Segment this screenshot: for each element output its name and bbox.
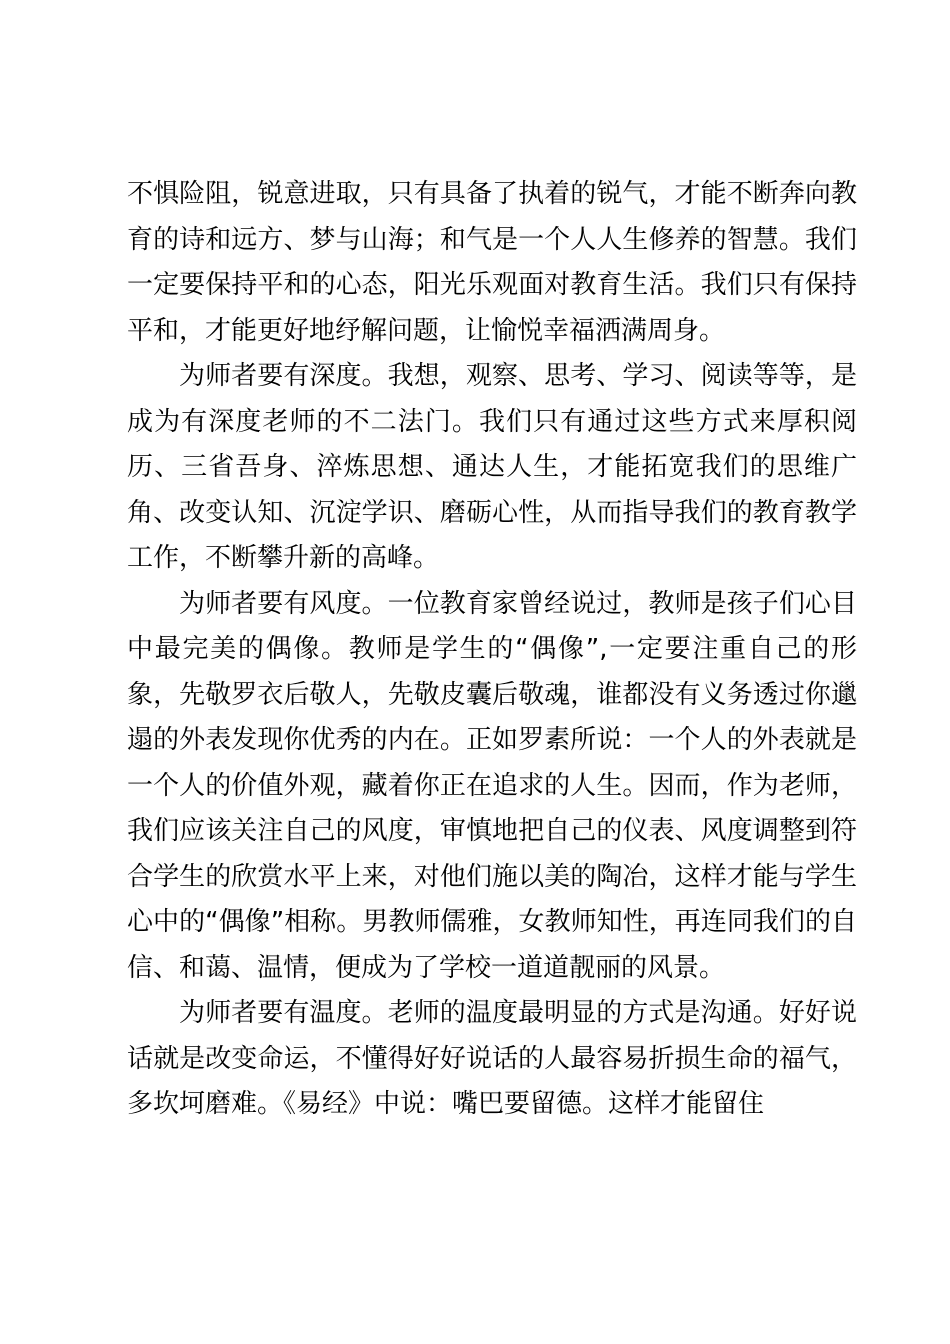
paragraph-warmth: 为师者要有温度。老师的温度最明显的方式是沟通。好好说话就是改变命运，不懂得好好说话的人最容易折损生命的福气，多坎坷磨难。《易经》中说：嘴巴要留德。这样才能留住 <box>127 998 857 1119</box>
paragraph-depth: 为师者要有深度。我想，观察、思考、学习、阅读等等，是成为有深度老师的不二法门。我们只有通过这些方式来厚积阅历、三省吾身、淬炼思想、通达人生，才能拓宽我们的思维广角、改变认知、沉淀学识、磨砺心性，从而指导我们的教育教学工作，不断攀升新的高峰。 <box>127 361 857 573</box>
paragraph-demeanor: 为师者要有风度。一位教育家曾经说过，教师是孩子们心目中最完美的偶像。教师是学生的“偶像”,一定要注重自己的形象，先敬罗衣后敬人，先敬皮囊后敬魂，谁都没有义务透过你邋遢的外表发现你优秀的内在。正如罗素所说：一个人的外表就是一个人的价值外观，藏着你正在追求的人生。因而，作为老师，我们应该关注自己的风度，审慎地把自己的仪表、风度调整到符合学生的欣赏水平上来，对他们施以美的陶冶，这样才能与学生心中的“偶像”相称。男教师儒雅，女教师知性，再连同我们的自信、和蔼、温情，便成为了学校一道道靓丽的风景。 <box>127 588 857 983</box>
body-text <box>127 172 857 1128</box>
paragraph-continuation: 不惧险阻，锐意进取，只有具备了执着的锐气，才能不断奔向教育的诗和远方、梦与山海；和气是一个人人生修养的智慧。我们一定要保持平和的心态，阳光乐观面对教育生活。我们只有保持平和，才能更好地纾解问题，让愉悦幸福洒满周身。 <box>127 179 857 346</box>
